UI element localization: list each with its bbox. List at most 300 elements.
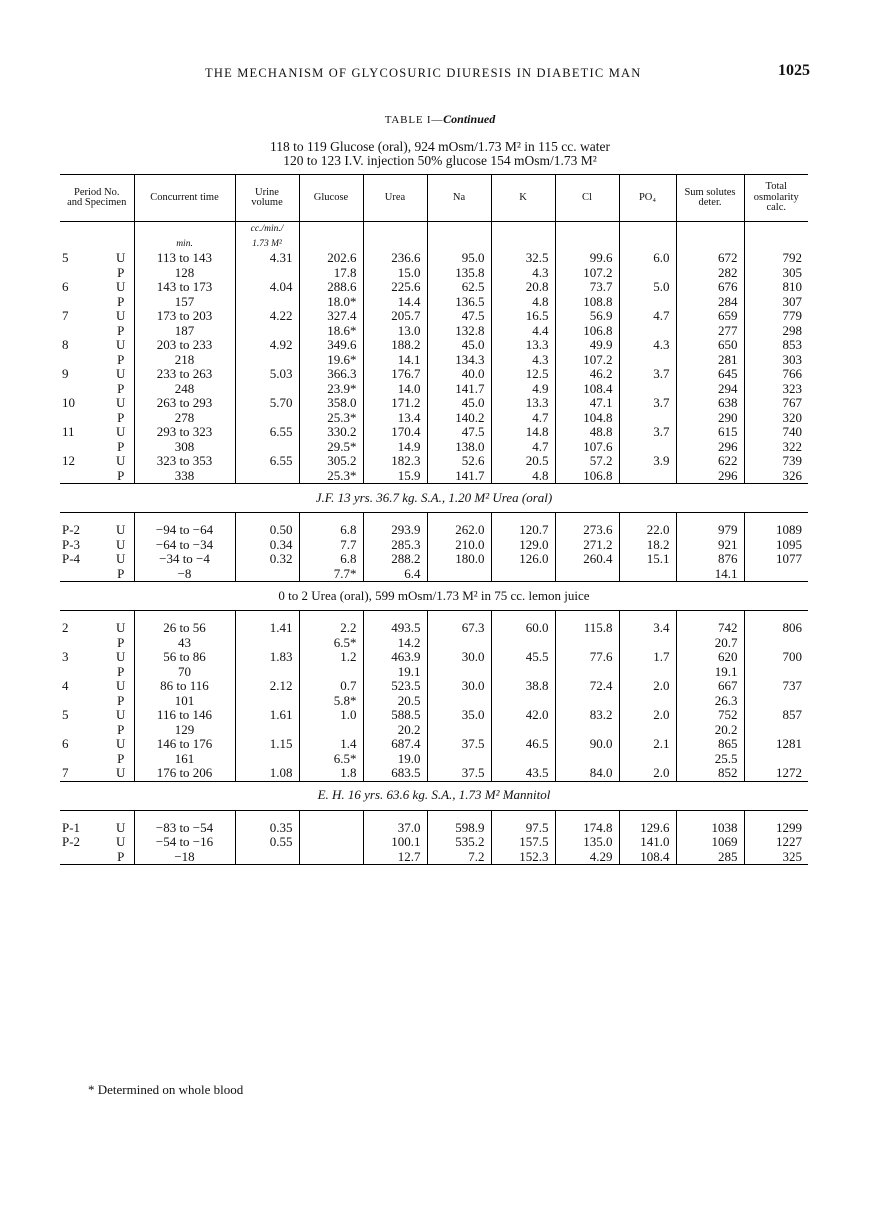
total-value: 303: [782, 351, 802, 367]
gap-cell: [676, 810, 744, 821]
sum-value: 876: [718, 551, 738, 566]
time-cell: [134, 679, 235, 708]
glucose-value: 29.5*: [327, 438, 357, 454]
k-value: 12.5: [525, 366, 549, 381]
vol-value: 4.31: [269, 250, 293, 265]
glucose-value: 1.0: [340, 707, 357, 722]
urea-cell: [363, 338, 427, 367]
k-value: 60.0: [525, 620, 549, 635]
vol-value: 0.35: [269, 819, 293, 835]
na-cell: [427, 708, 491, 737]
table-body: [60, 222, 808, 865]
time-value: 338: [174, 467, 195, 483]
k-value: 43.5: [525, 765, 549, 780]
sum-value: 25.5: [714, 750, 738, 766]
urea-value: 182.3: [391, 453, 421, 468]
urea-cell: [363, 280, 427, 309]
total-value: 305: [782, 264, 802, 280]
col-header: K: [491, 175, 555, 222]
vol-value: 6.55: [269, 453, 293, 468]
specimen-cell: [108, 280, 134, 309]
total-value: 810: [782, 279, 802, 294]
urea-cell: [363, 552, 427, 582]
total-cell: [744, 523, 808, 538]
k-value: 38.8: [525, 678, 549, 693]
vol-value: 1.83: [269, 649, 293, 664]
total-value: 323: [782, 380, 802, 396]
glucose-cell: [299, 621, 363, 650]
table-row: [60, 679, 808, 708]
sum-value: 290: [718, 409, 738, 425]
col-header: Sum solutes deter.: [676, 175, 744, 222]
specimen-value: U: [116, 337, 126, 352]
specimen-value: P: [117, 467, 125, 483]
urea-value: 14.9: [397, 438, 421, 454]
urea-value: 493.5: [391, 620, 421, 635]
po4-cell: [619, 309, 676, 338]
gap-cell: [744, 810, 808, 821]
sum-value: 20.7: [714, 634, 738, 650]
sum-cell: [676, 538, 744, 553]
gap-cell: [60, 810, 108, 821]
specimen-value: P: [117, 264, 125, 280]
urea-cell: [363, 650, 427, 679]
cl-cell: [555, 425, 619, 454]
urea-value: 37.0: [397, 819, 421, 835]
vol-cell: [235, 338, 299, 367]
specimen-cell: [108, 835, 134, 865]
po4-cell: [619, 552, 676, 582]
total-cell: [744, 679, 808, 708]
cl-value: 271.2: [583, 536, 613, 552]
time-cell: [134, 454, 235, 484]
specimen-cell: [108, 396, 134, 425]
sum-value: 615: [718, 424, 738, 439]
vol-cell: [235, 650, 299, 679]
sum-value: 14.1: [714, 565, 738, 581]
urea-value: 15.0: [397, 264, 421, 280]
glucose-cell: [299, 338, 363, 367]
time-value: −54 to −16: [155, 834, 214, 849]
specimen-cell: [108, 523, 134, 538]
unit-spacer: [108, 222, 134, 252]
po4-cell: [619, 821, 676, 836]
urea-cell: [363, 523, 427, 538]
sum-cell: [676, 280, 744, 309]
na-cell: [427, 621, 491, 650]
time-value: 129: [174, 721, 195, 737]
gap-cell: [555, 810, 619, 821]
sum-value: 19.1: [714, 663, 738, 679]
time-value: 146 to 176: [156, 736, 213, 751]
specimen-cell: [108, 367, 134, 396]
specimen-value: U: [116, 522, 126, 537]
period-cell: P-2: [60, 835, 108, 865]
vol-value: 0.50: [269, 522, 293, 537]
k-cell: [491, 367, 555, 396]
total-value: 322: [782, 438, 802, 454]
specimen-value: U: [116, 620, 126, 635]
table-header-row: [60, 175, 808, 222]
time-value: 278: [174, 409, 195, 425]
time-cell: [134, 280, 235, 309]
na-cell: [427, 523, 491, 538]
total-cell: [744, 309, 808, 338]
na-cell: [427, 538, 491, 553]
volume-unit: cc./min./ 1.73 M²: [235, 222, 299, 252]
table-row: [60, 454, 808, 484]
cl-cell: [555, 251, 619, 280]
k-value: 120.7: [519, 522, 549, 537]
specimen-cell: [108, 251, 134, 280]
k-value: 157.5: [519, 834, 549, 849]
na-value: 30.0: [461, 649, 485, 664]
po4-value: 3.7: [653, 366, 670, 381]
col-header: Period No. and Specimen: [60, 175, 134, 222]
na-cell: [427, 280, 491, 309]
total-value: 779: [782, 308, 802, 323]
col-header: PO₄: [619, 175, 676, 222]
sum-value: 20.2: [714, 721, 738, 737]
table-caption-suffix: Continued: [443, 112, 496, 126]
section-heading: J.F. 13 yrs. 36.7 kg. S.A., 1.20 M² Urea (oral): [60, 484, 808, 513]
glucose-value: 349.6: [327, 337, 357, 352]
k-value: 13.3: [525, 395, 549, 410]
total-value: 767: [782, 395, 802, 410]
urea-cell: [363, 621, 427, 650]
sum-value: 284: [718, 293, 738, 309]
total-value: 740: [782, 424, 802, 439]
cl-value: 4.29: [589, 848, 613, 864]
glucose-cell: [299, 523, 363, 538]
sum-cell: [676, 766, 744, 781]
na-cell: [427, 251, 491, 280]
cl-cell: [555, 280, 619, 309]
glucose-value: 202.6: [327, 250, 357, 265]
sum-cell: [676, 821, 744, 836]
period-cell: 5: [62, 707, 69, 722]
cl-cell: [555, 523, 619, 538]
sum-value: 285: [718, 848, 738, 864]
po4-cell: [619, 650, 676, 679]
time-value: 263 to 293: [156, 395, 213, 410]
urea-cell: [363, 454, 427, 484]
glucose-value: 6.8: [340, 522, 357, 537]
time-value: 218: [174, 351, 195, 367]
urea-value: 13.0: [397, 322, 421, 338]
time-value: 173 to 203: [156, 308, 213, 323]
time-cell: [134, 766, 235, 781]
vol-cell: [235, 679, 299, 708]
total-cell: [744, 338, 808, 367]
specimen-cell: [108, 425, 134, 454]
specimen-value: U: [116, 366, 126, 381]
urea-value: 20.5: [397, 692, 421, 708]
vol-value: 1.08: [269, 765, 293, 780]
vol-cell: [235, 766, 299, 781]
urea-value: 12.7: [397, 848, 421, 864]
po4-value: 108.4: [640, 848, 670, 864]
cl-cell: [555, 454, 619, 484]
footnote: * Determined on whole blood: [88, 1082, 244, 1097]
k-cell: [491, 454, 555, 484]
period-cell: P-4: [62, 551, 81, 566]
cl-value: 108.4: [583, 380, 613, 396]
sum-value: 921: [718, 536, 738, 552]
time-value: −64 to −34: [155, 536, 214, 552]
units-row: [60, 222, 808, 252]
time-value: 203 to 233: [156, 337, 213, 352]
po4-cell: [619, 367, 676, 396]
urea-value: 225.6: [391, 279, 421, 294]
urea-value: 170.4: [391, 424, 421, 439]
k-cell: [491, 309, 555, 338]
cl-value: 49.9: [589, 337, 613, 352]
vol-cell: [235, 552, 299, 582]
table-row: [60, 523, 808, 538]
k-cell: [491, 737, 555, 766]
cl-cell: [555, 309, 619, 338]
total-value: 1227: [776, 834, 802, 849]
total-value: 792: [782, 250, 802, 265]
na-value: 180.0: [455, 551, 485, 566]
total-cell: [744, 708, 808, 737]
time-unit: min.: [134, 222, 235, 252]
po4-cell: [619, 766, 676, 781]
table-row: [60, 835, 808, 865]
specimen-cell: [108, 821, 134, 836]
sum-value: 645: [718, 366, 738, 381]
urea-value: 683.5: [391, 765, 421, 780]
po4-value: 3.4: [653, 620, 670, 635]
po4-value: 22.0: [646, 522, 670, 537]
vol-value: 1.61: [269, 707, 293, 722]
vol-cell: [235, 454, 299, 484]
period-cell: 12: [62, 453, 75, 468]
po4-cell: [619, 280, 676, 309]
glucose-value: 288.6: [327, 279, 357, 294]
col-header: Concurrent time: [134, 175, 235, 222]
k-cell: [491, 523, 555, 538]
k-value: 13.3: [525, 337, 549, 352]
period-cell: 6: [62, 736, 69, 751]
k-value: 42.0: [525, 707, 549, 722]
cl-cell: [555, 621, 619, 650]
total-value: 1299: [776, 819, 802, 835]
urea-value: 14.0: [397, 380, 421, 396]
cl-value: 73.7: [589, 279, 613, 294]
na-cell: [427, 454, 491, 484]
glucose-cell: [299, 821, 363, 836]
time-cell: [134, 650, 235, 679]
cl-value: 99.6: [589, 250, 613, 265]
col-header: Total osmolarity calc.: [744, 175, 808, 222]
time-value: 70: [178, 663, 191, 679]
sum-value: 852: [718, 765, 738, 780]
sum-value: 1038: [711, 819, 738, 835]
cl-value: 107.2: [583, 351, 613, 367]
unit-spacer: [744, 222, 808, 252]
na-value: 141.7: [455, 467, 485, 483]
cl-value: 46.2: [589, 366, 613, 381]
urea-value: 14.1: [397, 351, 421, 367]
urea-cell: [363, 821, 427, 836]
section-heading-row: [60, 582, 808, 611]
sum-cell: [676, 396, 744, 425]
period-cell: 7: [62, 765, 69, 780]
k-value: 97.5: [525, 819, 549, 835]
sum-cell: [676, 425, 744, 454]
k-value: 4.3: [532, 264, 549, 280]
total-cell: [744, 621, 808, 650]
specimen-value: U: [116, 395, 126, 410]
k-value: 14.8: [525, 424, 549, 439]
urea-value: 288.2: [391, 551, 421, 566]
k-cell: [491, 679, 555, 708]
sum-value: 752: [718, 707, 738, 722]
specimen-value: U: [116, 765, 126, 780]
total-value: 857: [782, 707, 802, 722]
table-row: [60, 821, 808, 836]
specimen-value: P: [117, 438, 125, 454]
total-cell: [744, 396, 808, 425]
sum-value: 650: [718, 337, 738, 352]
po4-cell: [619, 621, 676, 650]
urea-cell: [363, 367, 427, 396]
total-cell: [744, 251, 808, 280]
specimen-value: U: [116, 834, 126, 849]
k-cell: [491, 425, 555, 454]
po4-cell: [619, 338, 676, 367]
k-cell: [491, 338, 555, 367]
period-cell: P-3: [62, 536, 81, 552]
na-cell: [427, 338, 491, 367]
table-row: [60, 621, 808, 650]
po4-value: 4.7: [653, 308, 670, 323]
k-value: 152.3: [519, 848, 549, 864]
specimen-cell: [108, 650, 134, 679]
k-cell: [491, 251, 555, 280]
period-cell: 11: [62, 424, 75, 439]
glucose-value: 18.6*: [327, 322, 357, 338]
vol-cell: [235, 708, 299, 737]
sum-value: 294: [718, 380, 738, 396]
total-value: 326: [782, 467, 802, 483]
urea-cell: [363, 309, 427, 338]
cl-value: 57.2: [589, 453, 613, 468]
vol-cell: [235, 309, 299, 338]
unit-spacer: [555, 222, 619, 252]
glucose-value: 327.4: [327, 308, 357, 323]
unit-spacer: [427, 222, 491, 252]
k-cell: [491, 766, 555, 781]
section-heading-row: [60, 484, 808, 513]
sum-value: 277: [718, 322, 738, 338]
sum-value: 742: [718, 620, 738, 635]
k-cell: [491, 708, 555, 737]
na-value: 135.8: [455, 264, 485, 280]
k-value: 32.5: [525, 250, 549, 265]
po4-cell: [619, 251, 676, 280]
total-cell: [744, 552, 808, 582]
cl-value: 106.8: [583, 467, 613, 483]
table-row: [60, 367, 808, 396]
po4-cell: [619, 538, 676, 553]
total-value: 806: [782, 620, 802, 635]
po4-value: 15.1: [646, 551, 670, 566]
table-subtitle-2: 120 to 123 I.V. injection 50% glucose 154 mOsm/1.73 M²: [283, 153, 597, 168]
page-number: 1025: [778, 62, 810, 79]
period-cell: 7: [62, 308, 69, 323]
vol-cell: [235, 280, 299, 309]
sum-cell: [676, 454, 744, 484]
period-cell: P-2: [62, 522, 81, 537]
sum-cell: [676, 309, 744, 338]
glucose-cell: [299, 280, 363, 309]
total-value: 1089: [776, 522, 802, 537]
na-cell: [427, 766, 491, 781]
cl-value: 107.2: [583, 264, 613, 280]
specimen-cell: [108, 737, 134, 766]
specimen-value: U: [116, 308, 126, 323]
glucose-cell: [299, 251, 363, 280]
table-row: [60, 396, 808, 425]
vol-value: 2.12: [269, 678, 293, 693]
po4-cell: [619, 835, 676, 865]
sum-cell: [676, 367, 744, 396]
urea-value: 19.0: [397, 750, 421, 766]
urea-cell: [363, 766, 427, 781]
col-header: Glucose: [299, 175, 363, 222]
total-value: 1272: [776, 765, 802, 780]
po4-cell: [619, 708, 676, 737]
sum-value: 638: [718, 395, 738, 410]
total-value: 298: [782, 322, 802, 338]
sum-value: 281: [718, 351, 738, 367]
time-cell: [134, 621, 235, 650]
na-value: 45.0: [461, 395, 485, 410]
total-value: 739: [782, 453, 802, 468]
sum-value: 1069: [711, 834, 738, 849]
sum-cell: [676, 338, 744, 367]
time-cell: [134, 523, 235, 538]
vol-value: 0.32: [269, 551, 293, 566]
vol-cell: [235, 251, 299, 280]
k-value: 20.5: [525, 453, 549, 468]
po4-value: 18.2: [646, 536, 670, 552]
vol-value: 0.55: [269, 834, 293, 849]
cl-cell: [555, 835, 619, 865]
specimen-value: P: [117, 750, 125, 766]
period-cell: 3: [62, 649, 69, 664]
na-value: 262.0: [455, 522, 485, 537]
urea-value: 293.9: [391, 522, 421, 537]
po4-value: 129.6: [640, 819, 670, 835]
sum-cell: [676, 708, 744, 737]
na-value: 52.6: [461, 453, 485, 468]
cl-value: 108.8: [583, 293, 613, 309]
time-value: 86 to 116: [160, 678, 209, 693]
specimen-value: U: [116, 678, 126, 693]
period-cell: P-1: [62, 819, 81, 835]
vol-value: 4.04: [269, 279, 293, 294]
urea-cell: [363, 737, 427, 766]
time-value: −8: [177, 565, 192, 581]
k-value: 129.0: [519, 536, 549, 552]
time-value: 248: [174, 380, 195, 396]
specimen-value: P: [117, 351, 125, 367]
period-cell: 8: [62, 337, 69, 352]
